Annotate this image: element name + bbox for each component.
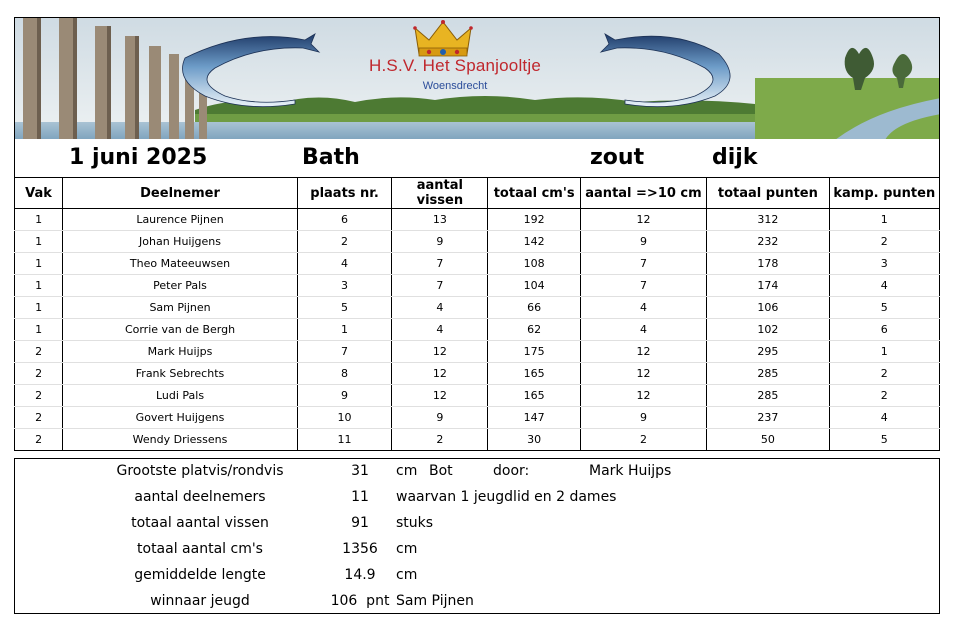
cell-punten: 285 (707, 385, 829, 407)
summary-value: 14.9 (344, 567, 376, 583)
match-header (14, 139, 940, 177)
cell-vak: 2 (15, 363, 63, 385)
table-header-row (15, 178, 940, 209)
cell-cm: 62 (488, 319, 580, 341)
summary-by-label: door: (493, 463, 530, 479)
cell-deelnemer: Peter Pals (63, 275, 298, 297)
cell-cm: 147 (488, 407, 580, 429)
cell-plaats: 2 (297, 231, 391, 253)
column-header: kamp. punten (829, 178, 939, 209)
summary-row-biggest (15, 463, 939, 489)
cell-cm: 30 (488, 429, 580, 451)
table-row (15, 429, 940, 451)
summary-value: 106 pnt (330, 593, 390, 609)
cell-cm: 108 (488, 253, 580, 275)
cell-vak: 2 (15, 407, 63, 429)
cell-vak: 1 (15, 319, 63, 341)
cell-deelnemer: Laurence Pijnen (63, 209, 298, 231)
column-header: Vak (15, 178, 63, 209)
summary-note: waarvan 1 jeugdlid en 2 dames (396, 489, 617, 505)
cell-kamp: 2 (829, 363, 939, 385)
cell-kamp: 4 (829, 407, 939, 429)
summary-row-total-fish (15, 515, 939, 541)
cell-10cm: 7 (580, 275, 706, 297)
cell-vak: 1 (15, 231, 63, 253)
results-table (14, 177, 940, 451)
summary-value: 1356 (342, 541, 378, 557)
summary-unit: stuks (396, 515, 434, 531)
cell-vak: 2 (15, 429, 63, 451)
cell-vissen: 12 (392, 385, 488, 407)
table-row (15, 231, 940, 253)
cell-kamp: 1 (829, 209, 939, 231)
cell-vissen: 9 (392, 407, 488, 429)
cell-vak: 1 (15, 297, 63, 319)
summary-value: 11 (351, 489, 369, 505)
summary-row-avg-length (15, 567, 939, 593)
summary-row-participants (15, 489, 939, 515)
cell-kamp: 4 (829, 275, 939, 297)
cell-cm: 165 (488, 363, 580, 385)
cell-vissen: 7 (392, 253, 488, 275)
cell-deelnemer: Corrie van de Bergh (63, 319, 298, 341)
cell-10cm: 4 (580, 297, 706, 319)
cell-punten: 106 (707, 297, 829, 319)
cell-vak: 2 (15, 385, 63, 407)
cell-deelnemer: Johan Huijgens (63, 231, 298, 253)
match-date: 1 juni 2025 (69, 145, 208, 170)
cell-plaats: 6 (297, 209, 391, 231)
cell-kamp: 5 (829, 297, 939, 319)
cell-cm: 192 (488, 209, 580, 231)
cell-punten: 102 (707, 319, 829, 341)
cell-plaats: 10 (297, 407, 391, 429)
cell-deelnemer: Wendy Driessens (63, 429, 298, 451)
cell-deelnemer: Theo Mateeuwsen (63, 253, 298, 275)
cell-plaats: 3 (297, 275, 391, 297)
cell-vissen: 12 (392, 363, 488, 385)
cell-10cm: 2 (580, 429, 706, 451)
summary-unit: cm (396, 567, 418, 583)
table-row (15, 319, 940, 341)
summary-label: aantal deelnemers (134, 489, 266, 505)
column-header: Deelnemer (63, 178, 298, 209)
cell-plaats: 4 (297, 253, 391, 275)
cell-10cm: 4 (580, 319, 706, 341)
cell-plaats: 7 (297, 341, 391, 363)
cell-10cm: 9 (580, 231, 706, 253)
cell-10cm: 12 (580, 341, 706, 363)
cell-kamp: 2 (829, 385, 939, 407)
cell-deelnemer: Ludi Pals (63, 385, 298, 407)
cell-plaats: 9 (297, 385, 391, 407)
cell-vissen: 4 (392, 319, 488, 341)
cell-cm: 104 (488, 275, 580, 297)
cell-punten: 237 (707, 407, 829, 429)
cell-deelnemer: Mark Huijps (63, 341, 298, 363)
cell-plaats: 5 (297, 297, 391, 319)
cell-punten: 174 (707, 275, 829, 297)
cell-vak: 1 (15, 275, 63, 297)
cell-kamp: 6 (829, 319, 939, 341)
cell-vak: 1 (15, 253, 63, 275)
summary-unit: cm (396, 463, 418, 479)
table-row (15, 209, 940, 231)
column-header: plaats nr. (297, 178, 391, 209)
banner (14, 17, 940, 139)
summary-row-youth-winner (15, 593, 939, 619)
cell-punten: 312 (707, 209, 829, 231)
summary-name: Sam Pijnen (396, 593, 474, 609)
club-place: Woensdrecht (422, 80, 488, 92)
cell-10cm: 12 (580, 209, 706, 231)
cell-vissen: 7 (392, 275, 488, 297)
table-row (15, 275, 940, 297)
banner-landscape (15, 18, 940, 139)
cell-cm: 142 (488, 231, 580, 253)
cell-punten: 295 (707, 341, 829, 363)
cell-kamp: 2 (829, 231, 939, 253)
cell-10cm: 7 (580, 253, 706, 275)
match-location: Bath (302, 145, 360, 170)
cell-punten: 50 (707, 429, 829, 451)
cell-cm: 165 (488, 385, 580, 407)
summary-label: Grootste platvis/rondvis (116, 463, 284, 479)
cell-10cm: 12 (580, 385, 706, 407)
cell-kamp: 3 (829, 253, 939, 275)
summary-by-name: Mark Huijps (589, 463, 672, 479)
cell-vissen: 4 (392, 297, 488, 319)
cell-cm: 66 (488, 297, 580, 319)
table-row (15, 341, 940, 363)
summary-label: winnaar jeugd (150, 593, 250, 609)
cell-10cm: 12 (580, 363, 706, 385)
table-row (15, 253, 940, 275)
column-header: aantal =>10 cm (580, 178, 706, 209)
cell-vak: 2 (15, 341, 63, 363)
column-header: totaal punten (707, 178, 829, 209)
summary-row-total-cm (15, 541, 939, 567)
table-row (15, 407, 940, 429)
cell-deelnemer: Govert Huijgens (63, 407, 298, 429)
cell-deelnemer: Frank Sebrechts (63, 363, 298, 385)
cell-punten: 232 (707, 231, 829, 253)
summary-label: totaal aantal vissen (131, 515, 269, 531)
summary-label: totaal aantal cm's (137, 541, 263, 557)
cell-plaats: 8 (297, 363, 391, 385)
summary-fish: Bot (429, 463, 453, 479)
table-row (15, 363, 940, 385)
cell-plaats: 1 (297, 319, 391, 341)
cell-vissen: 9 (392, 231, 488, 253)
cell-kamp: 5 (829, 429, 939, 451)
column-header: aantal vissen (392, 178, 488, 209)
cell-plaats: 11 (297, 429, 391, 451)
column-header: totaal cm's (488, 178, 580, 209)
summary-unit: cm (396, 541, 418, 557)
summary-box (14, 458, 940, 614)
summary-label: gemiddelde lengte (134, 567, 266, 583)
cell-vak: 1 (15, 209, 63, 231)
cell-kamp: 1 (829, 341, 939, 363)
cell-punten: 178 (707, 253, 829, 275)
match-water: zout (590, 145, 645, 170)
cell-10cm: 9 (580, 407, 706, 429)
cell-vissen: 12 (392, 341, 488, 363)
match-spot: dijk (712, 145, 758, 170)
cell-vissen: 13 (392, 209, 488, 231)
cell-punten: 285 (707, 363, 829, 385)
summary-value: 31 (351, 463, 369, 479)
summary-value: 91 (351, 515, 369, 531)
cell-deelnemer: Sam Pijnen (63, 297, 298, 319)
cell-cm: 175 (488, 341, 580, 363)
club-name: H.S.V. Het Spanjooltje (369, 56, 541, 75)
table-row (15, 385, 940, 407)
cell-vissen: 2 (392, 429, 488, 451)
table-row (15, 297, 940, 319)
